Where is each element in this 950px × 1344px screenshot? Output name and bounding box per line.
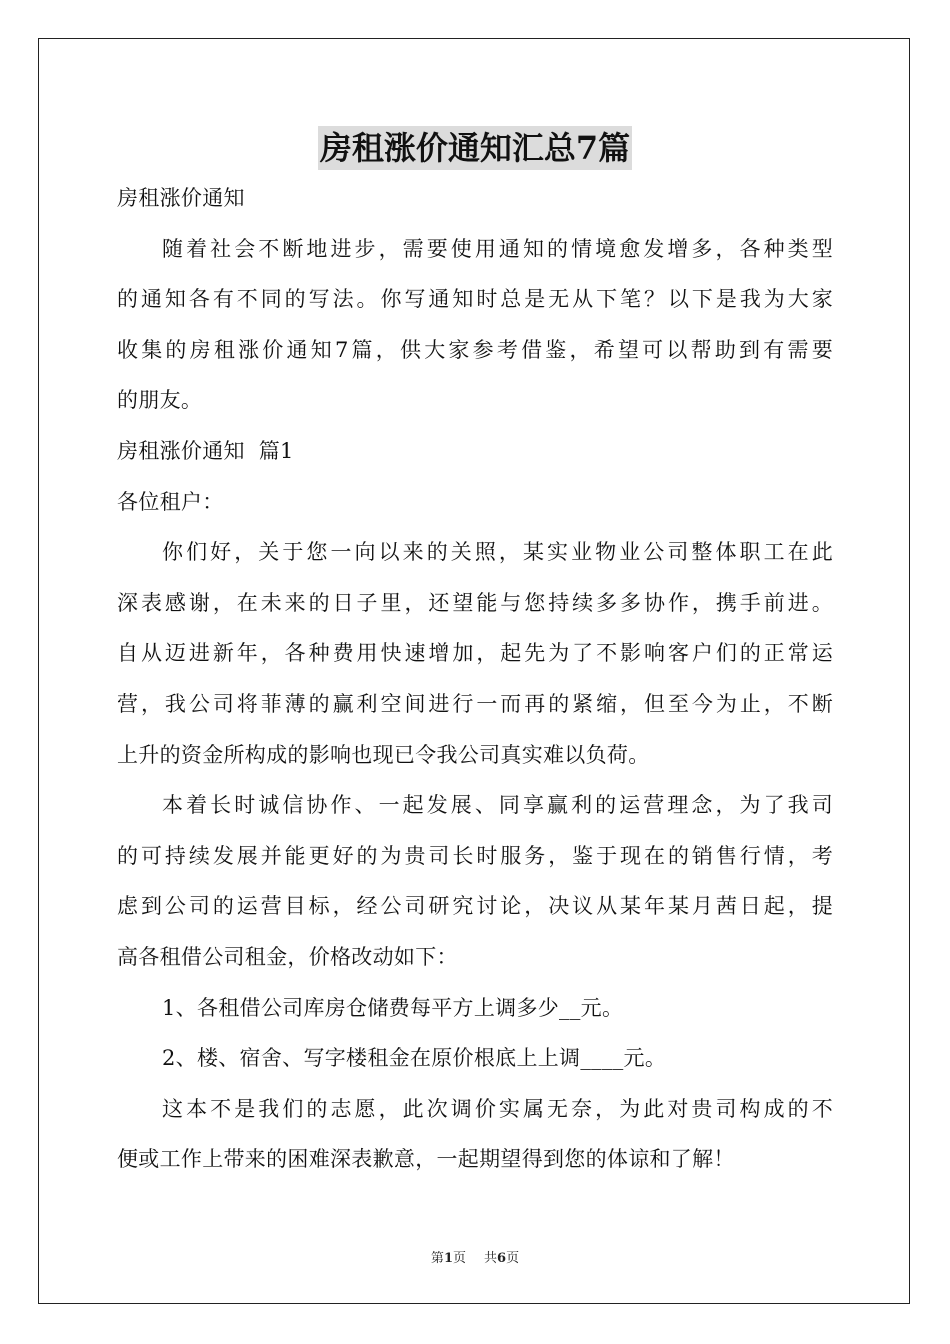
document-title: 房租涨价通知汇总7篇: [318, 126, 632, 170]
list-item: 2、楼、宿舍、写字楼租金在原价根底上上调____元。: [162, 1046, 667, 1071]
paragraph-line: 自从迈进新年，各种费用快速增加，起先为了不影响客户们的正常运: [117, 641, 833, 666]
paragraph-line: 虑到公司的运营目标，经公司研究讨论，决议从某年某月茜日起，提: [117, 894, 833, 919]
paragraph-line: 营，我公司将菲薄的赢利空间进行一而再的紧缩，但至今为止，不断: [117, 691, 833, 716]
total-label-prefix: 共: [484, 1251, 498, 1266]
paragraph-line: 便或工作上带来的困难深表歉意，一起期望得到您的体谅和了解！: [117, 1147, 735, 1172]
paragraph-line: 收集的房租涨价通知7篇，供大家参考借鉴，希望可以帮助到有需要: [117, 337, 833, 362]
paragraph-line: 随着社会不断地进步，需要使用通知的情境愈发增多，各种类型: [162, 236, 833, 261]
salutation: 各位租户：: [117, 489, 224, 514]
section-heading: 房租涨价通知 篇1: [117, 438, 294, 463]
page-label-prefix: 第: [430, 1251, 444, 1266]
paragraph-line: 上升的资金所构成的影响也现已令我公司真实难以负荷。: [117, 742, 650, 767]
current-page-number: 1: [443, 1251, 453, 1266]
total-pages-number: 6: [497, 1251, 507, 1266]
document-body: [117, 173, 833, 1185]
list-item: 1、各租借公司库房仓储费每平方上调多少__元。: [162, 995, 624, 1020]
paragraph-line: 的通知各有不同的写法。你写通知时总是无从下笔？以下是我为大家: [117, 287, 833, 312]
paragraph-line: 深表感谢，在未来的日子里，还望能与您持续多多协作，携手前进。: [117, 590, 833, 615]
page-label-suffix: 页: [452, 1251, 466, 1266]
paragraph-line: 你们好，关于您一向以来的关照，某实业物业公司整体职工在此: [162, 540, 833, 565]
section-heading: 房租涨价通知: [117, 186, 245, 210]
paragraph-line: 高各租借公司租金，价格改动如下：: [117, 944, 458, 969]
paragraph-line: 的可持续发展并能更好的为贵司长时服务，鉴于现在的销售行情，考: [117, 843, 833, 868]
paragraph-line: 这本不是我们的志愿，此次调价实属无奈，为此对贵司构成的不: [162, 1096, 833, 1121]
total-label-suffix: 页: [506, 1251, 520, 1266]
page-footer: [0, 1247, 950, 1266]
paragraph-line: 的朋友。: [117, 388, 203, 413]
paragraph-line: 本着长时诚信协作、一起发展、同享赢利的运营理念，为了我司: [162, 793, 833, 818]
title-container: [0, 126, 950, 170]
